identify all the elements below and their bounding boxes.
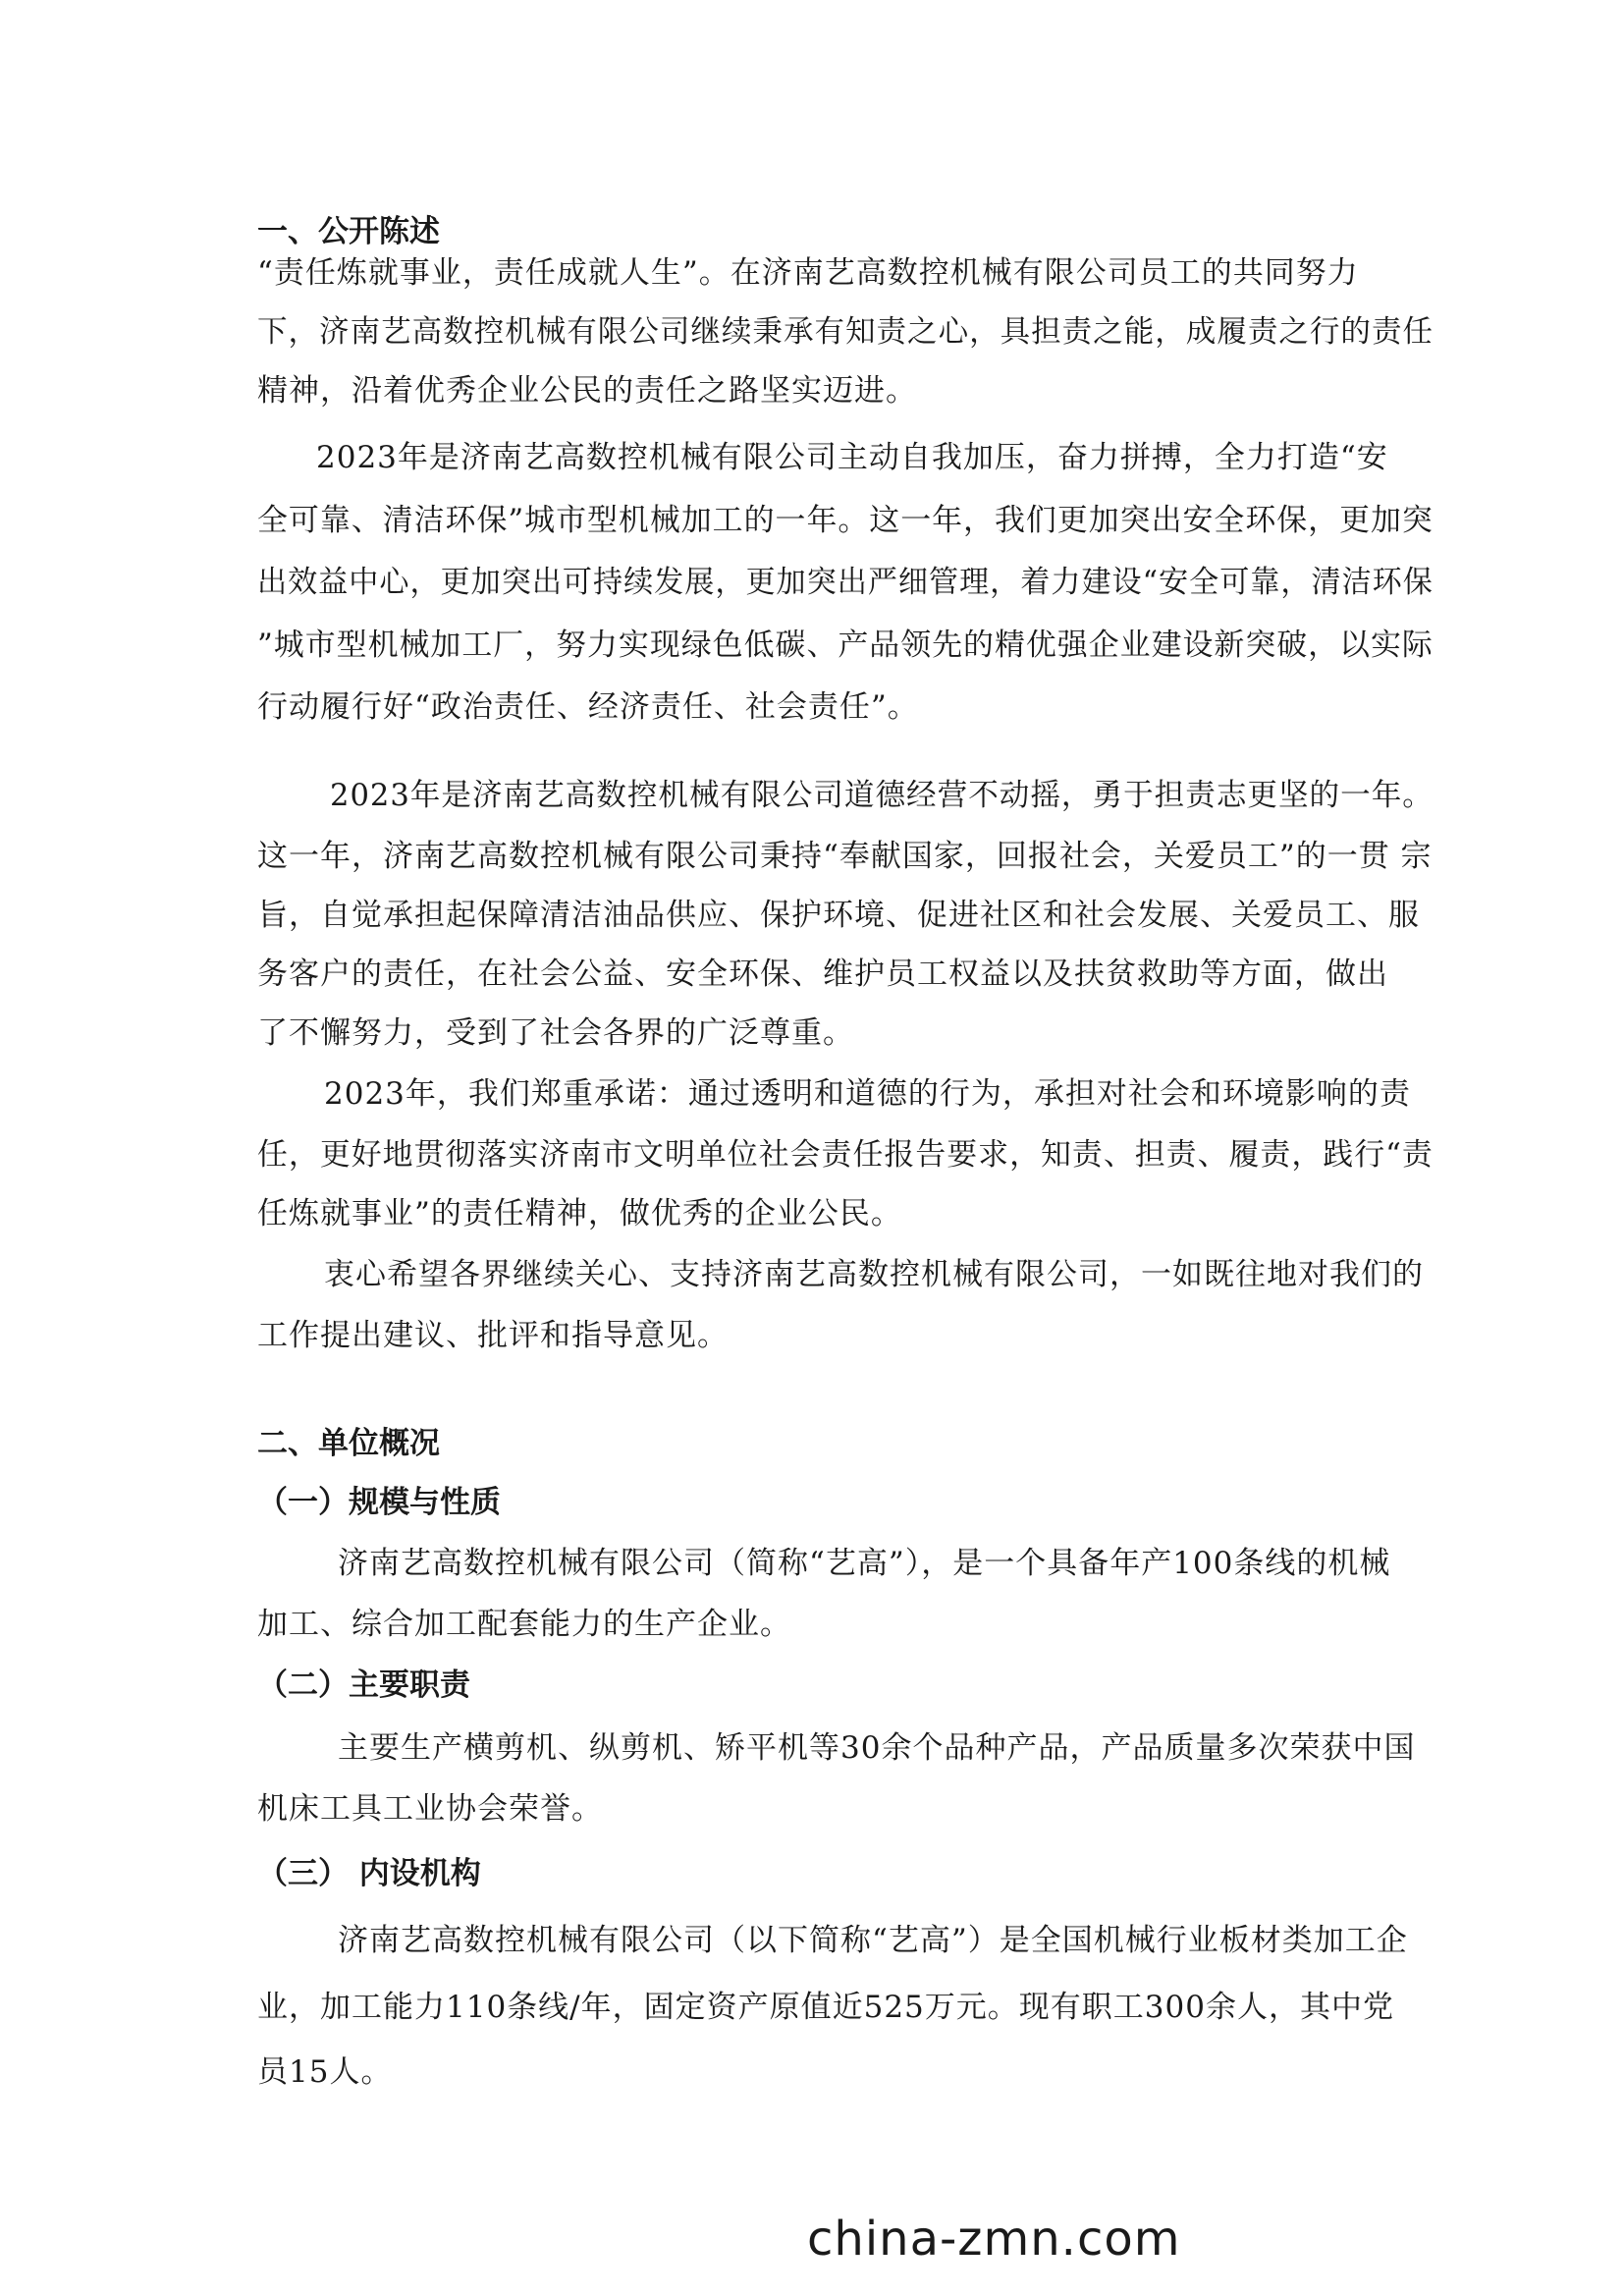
paragraph-line: 这一年，济南艺高数控机械有限公司秉持“奉献国家，回报社会，关爱员工”的一贯 宗 bbox=[257, 839, 1433, 874]
paragraph-line: 任炼就事业”的责任精神，做优秀的企业公民。 bbox=[257, 1196, 902, 1231]
subsection-3-heading: （三） 内设机构 bbox=[257, 1856, 481, 1891]
paragraph-line: 衷心希望各界继续关心、支持济南艺高数控机械有限公司，一如既往地对我们的 bbox=[324, 1257, 1424, 1292]
subsection-2-heading: （二）主要职责 bbox=[257, 1667, 470, 1703]
paragraph-line: 济南艺高数控机械有限公司（以下简称“艺高”）是全国机械行业板材类加工企 bbox=[338, 1923, 1408, 1958]
paragraph-line: 工作提出建议、批评和指导意见。 bbox=[257, 1318, 729, 1353]
paragraph-line: 机床工具工业协会荣誉。 bbox=[257, 1791, 603, 1827]
paragraph-line: 了不懈努力，受到了社会各界的广泛尊重。 bbox=[257, 1015, 854, 1051]
paragraph-line: 下，济南艺高数控机械有限公司继续秉承有知责之心，具担责之能，成履责之行的责任 bbox=[257, 314, 1434, 350]
section-1-heading: 一、公开陈述 bbox=[257, 214, 440, 249]
paragraph-line: 济南艺高数控机械有限公司（简称“艺高”），是一个具备年产100条线的机械 bbox=[338, 1546, 1391, 1581]
subsection-1-heading: （一）规模与性质 bbox=[257, 1485, 501, 1520]
section-2-heading: 二、单位概况 bbox=[257, 1426, 440, 1461]
paragraph-line: 全可靠、清洁环保”城市型机械加工的一年。这一年，我们更加突出安全环保，更加突 bbox=[257, 503, 1434, 538]
paragraph-line: 主要生产横剪机、纵剪机、矫平机等30余个品种产品，产品质量多次荣获中国 bbox=[338, 1730, 1416, 1766]
paragraph-line: 2023年，我们郑重承诺：通过透明和道德的行为，承担对社会和环境影响的责 bbox=[324, 1076, 1411, 1112]
paragraph-line: 精神，沿着优秀企业公民的责任之路坚实迈进。 bbox=[257, 373, 917, 409]
paragraph-line: 2023年是济南艺高数控机械有限公司道德经营不动摇，勇于担责志更坚的一年。 bbox=[330, 778, 1434, 813]
site-watermark: china-zmn.com bbox=[807, 2212, 1181, 2267]
paragraph-line: 行动履行好“政治责任、经济责任、社会责任”。 bbox=[257, 689, 919, 725]
paragraph-line: “责任炼就事业，责任成就人生”。在济南艺高数控机械有限公司员工的共同努力 bbox=[257, 255, 1359, 291]
paragraph-line: 加工、综合加工配套能力的生产企业。 bbox=[257, 1607, 791, 1642]
paragraph-line: 员15人。 bbox=[257, 2054, 393, 2090]
paragraph-line: 出效益中心，更加突出可持续发展，更加突出严细管理，着力建设“安全可靠，清洁环保 bbox=[257, 565, 1434, 600]
paragraph-line: 业，加工能力110条线/年，固定资产原值近525万元。现有职工300余人，其中党 bbox=[257, 1990, 1394, 2025]
paragraph-line: 2023年是济南艺高数控机械有限公司主动自我加压，奋力拼搏，全力打造“安 bbox=[316, 440, 1388, 475]
paragraph-line: ”城市型机械加工厂，努力实现绿色低碳、产品领先的精优强企业建设新突破，以实际 bbox=[257, 628, 1434, 663]
paragraph-line: 务客户的责任，在社会公益、安全环保、维护员工权益以及扶贫救助等方面，做出 bbox=[257, 957, 1388, 992]
paragraph-line: 任，更好地贯彻落实济南市文明单位社会责任报告要求，知责、担责、履责，践行“责 bbox=[257, 1137, 1434, 1173]
paragraph-line: 旨，自觉承担起保障清洁油品供应、保护环境、促进社区和社会发展、关爱员工、服 bbox=[257, 898, 1420, 933]
